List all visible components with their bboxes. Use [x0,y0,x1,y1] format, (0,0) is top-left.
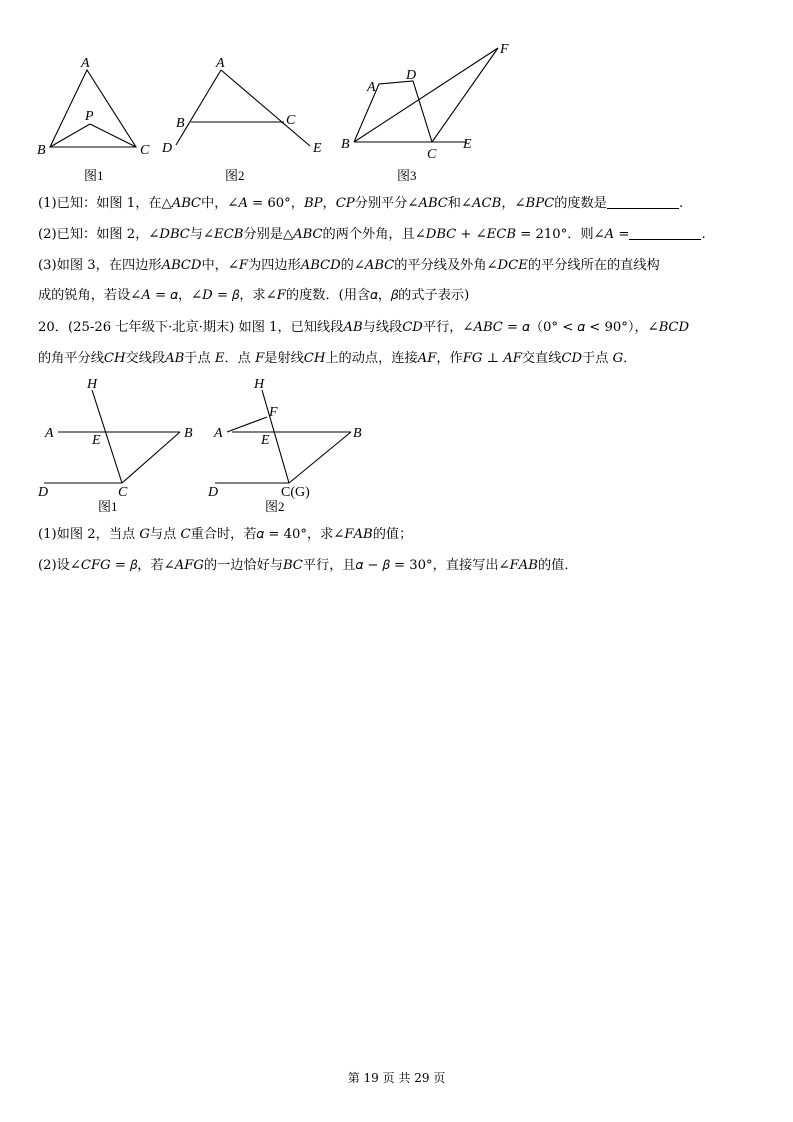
q20-part1: (1)如图 2，当点 𝐺与点 𝐶重合时，若𝛼 = 40°，求∠𝐹𝐴𝐵的值； [38,527,413,542]
label-d: D [406,68,417,83]
caption-fig1: 图1 [84,168,104,183]
label-a: A [216,56,225,71]
label-a: A [367,80,376,95]
q20-stem-line1: 20．(25-26 七年级下·北京·期末) 如图 1，已知线段𝐴𝐵与线段𝐶𝐷平行，∠𝐴𝐵𝐶 = 𝛼（0° < 𝛼 < 90°），∠𝐵𝐶𝐷 [38,320,690,335]
caption-fig3: 图3 [397,168,417,183]
q19-part1-end: . [678,196,684,211]
label-d: D [38,485,49,500]
label-c: C [140,143,150,158]
label-d: D [208,485,219,500]
label-f: F [500,42,509,57]
caption-q20-fig2: 图2 [265,499,285,514]
caption-q20-fig1: 图1 [98,499,118,514]
answer-blank-1 [607,194,679,209]
label-a: A [45,426,54,441]
label-cg: C(G) [281,485,310,500]
q19-part2-text: (2)已知：如图 2，∠𝐷𝐵𝐶与∠𝐸𝐶𝐵分别是△𝐴𝐵𝐶的两个外角，且∠𝐷𝐵𝐶 + ∠𝐸𝐶𝐵 = 210°．则∠𝐴 = [38,227,630,242]
label-d: D [162,141,173,156]
answer-blank-2 [629,225,701,240]
label-b: B [341,137,350,152]
figure-3-quadrilateral [335,38,525,188]
q19-part1-text: (1)已知：如图 1，在△𝐴𝐵𝐶中，∠𝐴 = 60°，𝐵𝑃，𝐶𝑃分别平分∠𝐴𝐵𝐶和∠𝐴𝐶𝐵，∠𝐵𝑃𝐶的度数是 [38,196,607,211]
label-e: E [261,433,270,448]
figure-2-exterior-angles [160,52,330,187]
label-b: B [176,116,185,131]
label-c: C [286,113,296,128]
label-a: A [214,426,223,441]
label-c: C [427,147,437,162]
q19-part3-line1: (3)如图 3，在四边形𝐴𝐵𝐶𝐷中，∠𝐹为四边形𝐴𝐵𝐶𝐷的∠𝐴𝐵𝐶的平分线及外角∠𝐷𝐶𝐸的平分线所在的直线构 [38,258,660,273]
q20-stem-line2: 的角平分线𝐶𝐻交线段𝐴𝐵于点 𝐸．点 𝐹是射线𝐶𝐻上的动点，连接𝐴𝐹，作𝐹𝐺 ⊥ 𝐴𝐹交直线𝐶𝐷于点 𝐺． [38,351,637,366]
label-p: P [85,109,94,124]
caption-fig2: 图2 [225,168,245,183]
label-e: E [92,433,101,448]
page-footer: 第 19 页 共 29 页 [347,1071,446,1085]
label-f: F [269,405,278,420]
q20-part2: (2)设∠𝐶𝐹𝐺 = 𝛽，若∠𝐴𝐹𝐺的一边恰好与𝐵𝐶平行，且𝛼 − 𝛽 = 30°，直接写出∠𝐹𝐴𝐵的值． [38,558,578,573]
q20-figure-2 [205,372,375,517]
label-e: E [313,141,322,156]
label-b: B [37,143,46,158]
label-a: A [81,56,90,71]
q19-part1 [38,188,758,220]
q19-part3-line2: 成的锐角，若设∠𝐴 = 𝛼，∠𝐷 = 𝛽，求∠𝐹的度数．(用含𝛼，𝛽的式子表示) [38,288,470,303]
label-h: H [87,377,98,392]
label-c: C [118,485,128,500]
q19-part2 [38,219,758,251]
q19-part2-end: . [701,227,706,242]
label-b: B [353,426,362,441]
q20-figure-1 [30,372,205,517]
figure-1-triangle-bisectors [30,52,160,187]
label-b: B [184,426,193,441]
label-e: E [463,137,472,152]
label-h: H [254,377,265,392]
